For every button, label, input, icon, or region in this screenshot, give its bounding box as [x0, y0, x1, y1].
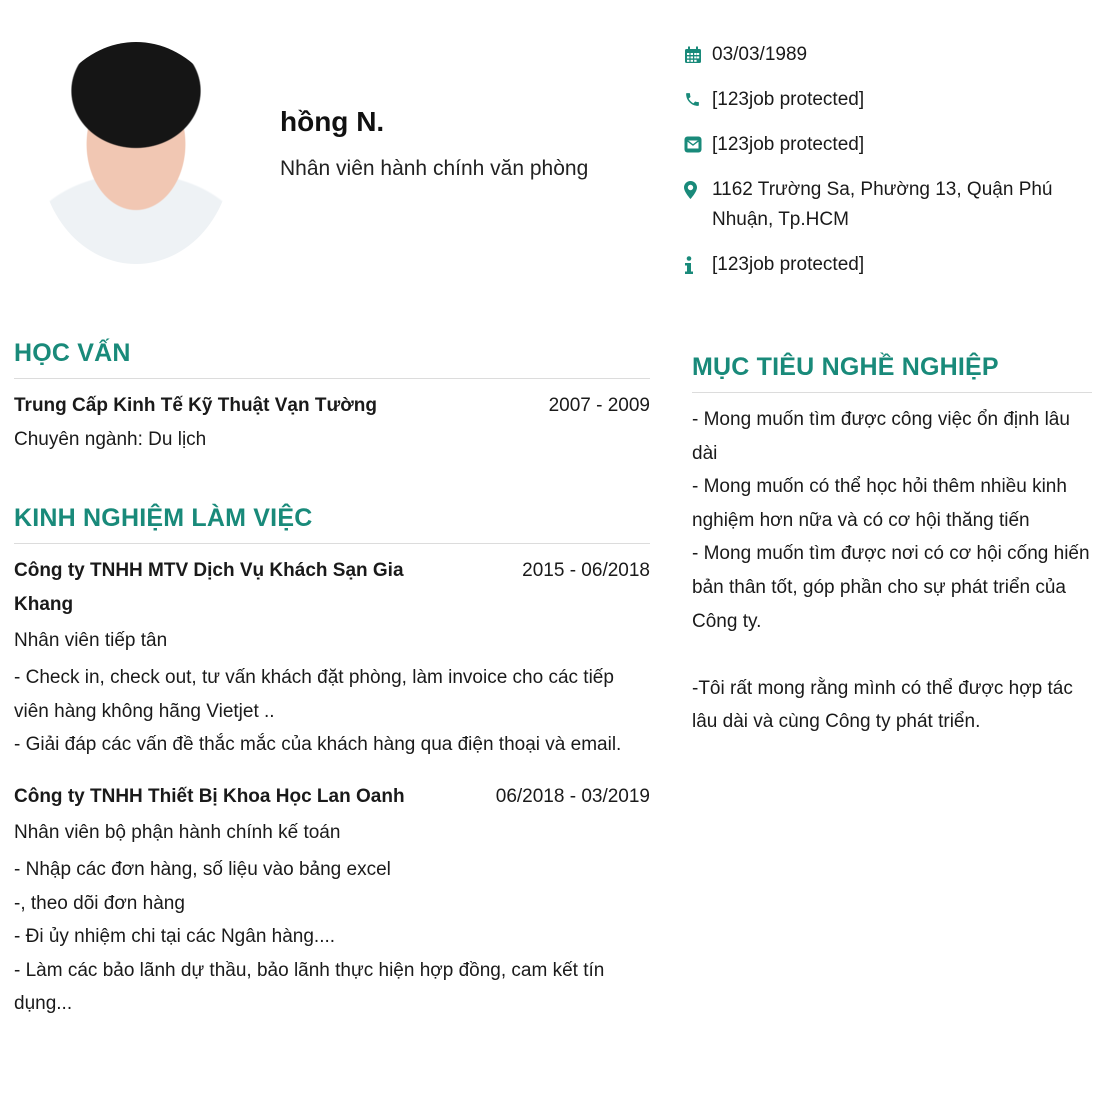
- experience-heading: KINH NGHIỆM LÀM VIỆC: [14, 503, 313, 532]
- divider: [692, 392, 1092, 393]
- divider: [14, 543, 650, 544]
- experience-detail: - Check in, check out, tư vấn khách đặt phòng, làm invoice cho các tiếp viên hàng không hãng Vietjet ..: [14, 667, 614, 722]
- experience-entry: [14, 780, 650, 1021]
- experience-entry: [14, 554, 650, 762]
- objective-section: [692, 350, 1092, 739]
- objective-line: - Mong muốn tìm được công việc ổn định lâu dài: [692, 409, 1070, 464]
- candidate-job-title: Nhân viên hành chính văn phòng: [280, 157, 589, 180]
- school-name: Trung Cấp Kinh Tế Kỹ Thuật Vạn Tường: [14, 395, 377, 416]
- main-column: [14, 336, 650, 1021]
- objective-line: -Tôi rất mong rằng mình có thể được hợp tác lâu dài và cùng Công ty phát triển.: [692, 677, 1073, 733]
- contact-other: [123job protected]: [684, 250, 1084, 280]
- experience-detail: - Đi ủy nhiệm chi tại các Ngân hàng....: [14, 926, 336, 947]
- contact-phone: [123job protected]: [684, 85, 1084, 115]
- profile-photo: [40, 42, 232, 264]
- experience-detail: - Nhập các đơn hàng, số liệu vào bảng excel: [14, 859, 391, 880]
- experience-period: 2015 - 06/2018: [522, 559, 650, 581]
- experience-section: [14, 501, 650, 1021]
- position-title: Nhân viên tiếp tân: [14, 629, 168, 651]
- calendar-icon: [684, 40, 712, 64]
- experience-detail: -, theo dõi đơn hàng: [14, 892, 185, 914]
- company-name: Công ty TNHH MTV Dịch Vụ Khách Sạn Gia Khang: [14, 559, 404, 615]
- experience-detail: - Làm các bảo lãnh dự thầu, bảo lãnh thực hiện hợp đồng, cam kết tín dụng...: [14, 959, 605, 1014]
- envelope-icon: [684, 130, 712, 153]
- experience-detail: - Giải đáp các vấn đề thắc mắc của khách hàng qua điện thoại và email.: [14, 734, 622, 755]
- objective-line: - Mong muốn có thể học hỏi thêm nhiều kinh nghiệm hơn nữa và có cơ hội thăng tiến: [692, 476, 1067, 531]
- contact-email: [123job protected]: [684, 130, 1084, 160]
- phone-icon: [684, 85, 712, 108]
- objective-line: - Mong muốn tìm được nơi có cơ hội cống hiến bản thân tốt, góp phần cho sự phát triển của Công ty.: [692, 543, 1090, 632]
- map-marker-icon: [684, 175, 712, 199]
- divider: [14, 378, 650, 379]
- company-name: Công ty TNHH Thiết Bị Khoa Học Lan Oanh: [14, 785, 405, 807]
- contact-info: [684, 40, 1084, 295]
- objective-heading: MỤC TIÊU NGHỀ NGHIỆP: [692, 353, 999, 381]
- info-icon: [684, 250, 712, 274]
- objective-blank-line: [692, 638, 1092, 672]
- candidate-name: hồng N.: [280, 106, 385, 137]
- contact-birthdate: 03/03/1989: [684, 40, 1084, 70]
- education-heading: HỌC VẤN: [14, 339, 131, 367]
- education-period: 2007 - 2009: [548, 395, 650, 416]
- experience-period: 06/2018 - 03/2019: [495, 785, 650, 807]
- education-major: Chuyên ngành: Du lịch: [14, 429, 207, 450]
- education-entry: [14, 389, 650, 457]
- contact-address: 1162 Trường Sa, Phường 13, Quận Phú Nhuận, Tp.HCM: [684, 175, 1084, 235]
- side-column: [692, 350, 1092, 739]
- education-section: [14, 336, 650, 457]
- position-title: Nhân viên bộ phận hành chính kế toán: [14, 821, 341, 843]
